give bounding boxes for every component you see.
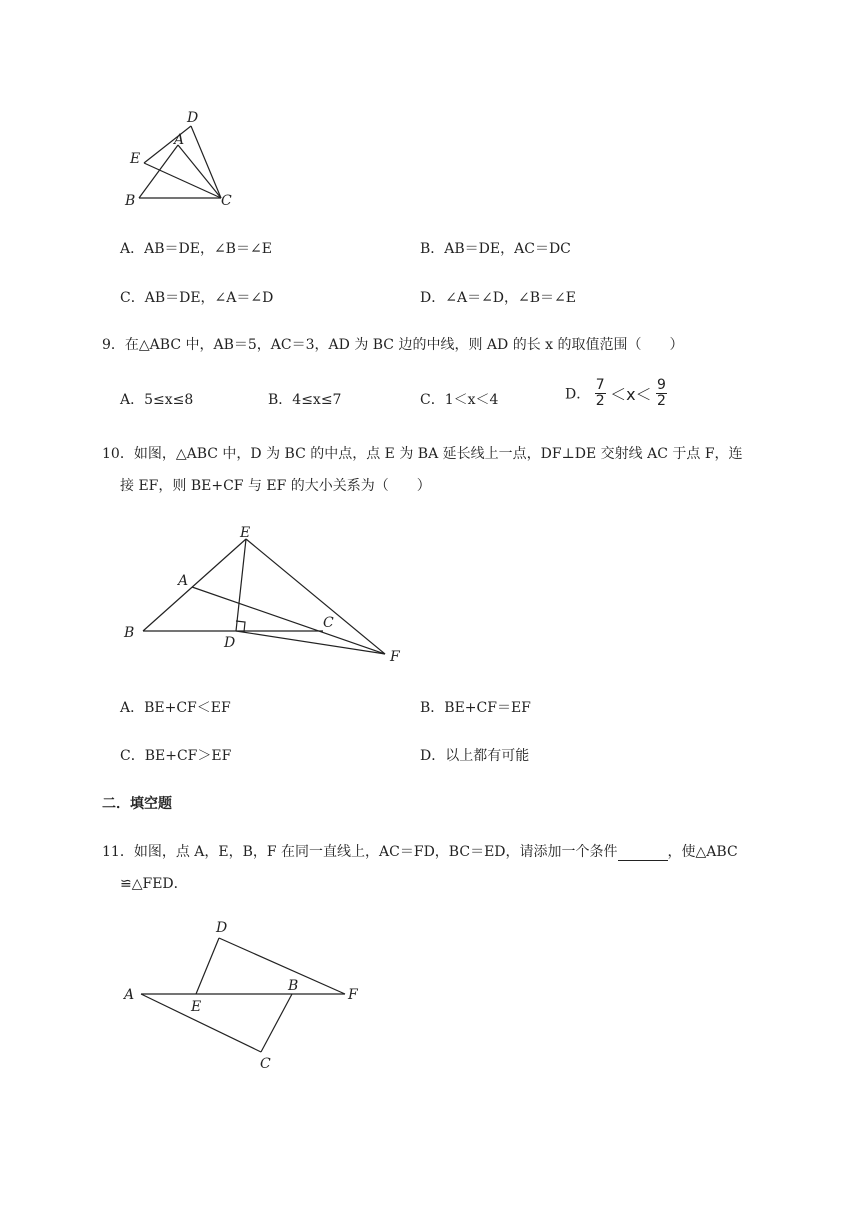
- q8-label-d: D: [187, 110, 199, 126]
- q8-line-ec: [144, 163, 221, 198]
- q10-figure-svg: [118, 525, 410, 665]
- q9-option-d-prefix: D．: [565, 386, 591, 403]
- q9-option-c[interactable]: C．1＜x＜4: [420, 392, 499, 408]
- q10-line-ed: [236, 539, 246, 631]
- q11-label-a: A: [124, 987, 135, 1003]
- q10-stem-line1: 10．如图，△ABC 中，D 为 BC 的中点，点 E 为 BA 延长线上一点，DF⊥DE 交射线 AC 于点 F，连: [102, 446, 743, 462]
- q8-label-e: E: [130, 151, 141, 167]
- q8-option-a[interactable]: A．AB＝DE，∠B＝∠E: [120, 241, 272, 257]
- q11-stem-part1: 11．如图，点 A，E，B，F 在同一直线上，AC＝FD，BC＝ED，请添加一个条件: [102, 844, 618, 860]
- q9-frac2-den: 2: [657, 393, 666, 409]
- q9-frac1-num: 7: [595, 377, 605, 393]
- q11-label-e: E: [191, 999, 202, 1015]
- q11-label-c: C: [260, 1056, 271, 1070]
- q11-figure: [118, 915, 368, 1070]
- q9-frac2-num: 9: [657, 377, 666, 393]
- q10-label-d: D: [224, 635, 236, 651]
- q11-stem-line2: ≌△FED．: [120, 876, 188, 892]
- q8-line-ba: [139, 145, 178, 198]
- q10-line-af: [192, 587, 385, 654]
- q10-label-a: A: [178, 573, 189, 589]
- q8-option-c[interactable]: C．AB＝DE，∠A＝∠D: [120, 290, 274, 306]
- q8-figure: [120, 108, 250, 213]
- q11-label-f: F: [348, 987, 358, 1003]
- q8-figure-svg: [120, 108, 250, 213]
- q10-label-c: C: [323, 615, 334, 631]
- q10-line-df: [236, 631, 385, 654]
- q8-line-ac: [178, 145, 221, 198]
- q8-option-d[interactable]: D．∠A＝∠D，∠B＝∠E: [420, 290, 576, 306]
- q10-label-b: B: [124, 625, 135, 641]
- section-title-fill-in: 二．填空题: [102, 796, 172, 812]
- q11-label-d: D: [216, 920, 228, 936]
- q11-line-ed: [196, 938, 219, 994]
- q10-option-c[interactable]: C．BE+CF＞EF: [120, 748, 232, 764]
- q10-label-e: E: [240, 525, 251, 541]
- q11-stem-line1: [102, 841, 738, 861]
- q9-option-d[interactable]: [565, 378, 667, 409]
- q11-label-b: B: [288, 978, 299, 994]
- q10-option-a[interactable]: A．BE+CF＜EF: [120, 700, 231, 716]
- q8-option-b[interactable]: B．AB＝DE，AC＝DC: [420, 241, 571, 257]
- q8-label-a: A: [174, 132, 185, 148]
- q8-label-c: C: [221, 193, 232, 209]
- q10-stem-line2: 接 EF，则 BE+CF 与 EF 的大小关系为（ ）: [120, 478, 431, 494]
- q9-stem: 9．在△ABC 中，AB＝5，AC＝3，AD 为 BC 边的中线，则 AD 的长 x 的取值范围（ ）: [102, 337, 684, 353]
- q9-frac1-den: 2: [595, 393, 605, 409]
- q8-line-dc: [191, 126, 221, 198]
- q10-figure: [118, 525, 410, 665]
- q10-option-d[interactable]: D．以上都有可能: [420, 748, 530, 764]
- q10-label-f: F: [390, 649, 400, 665]
- q9-option-d-frac2: [656, 378, 667, 409]
- q11-line-df: [219, 938, 345, 994]
- q10-line-ef: [246, 539, 385, 654]
- q11-answer-blank[interactable]: [618, 846, 668, 861]
- q9-option-d-mid: ＜x＜: [610, 385, 652, 404]
- q8-label-b: B: [125, 193, 136, 209]
- q11-stem-part2: ，使△ABC: [667, 844, 738, 860]
- q10-option-b[interactable]: B．BE+CF＝EF: [420, 700, 531, 716]
- q11-line-bc: [261, 994, 292, 1052]
- q9-option-d-frac1: [595, 378, 606, 409]
- q9-option-b[interactable]: B．4≤x≤7: [268, 392, 342, 408]
- q10-line-be: [143, 539, 246, 631]
- q11-figure-svg: [118, 915, 368, 1070]
- q9-option-a[interactable]: A．5≤x≤8: [120, 392, 194, 408]
